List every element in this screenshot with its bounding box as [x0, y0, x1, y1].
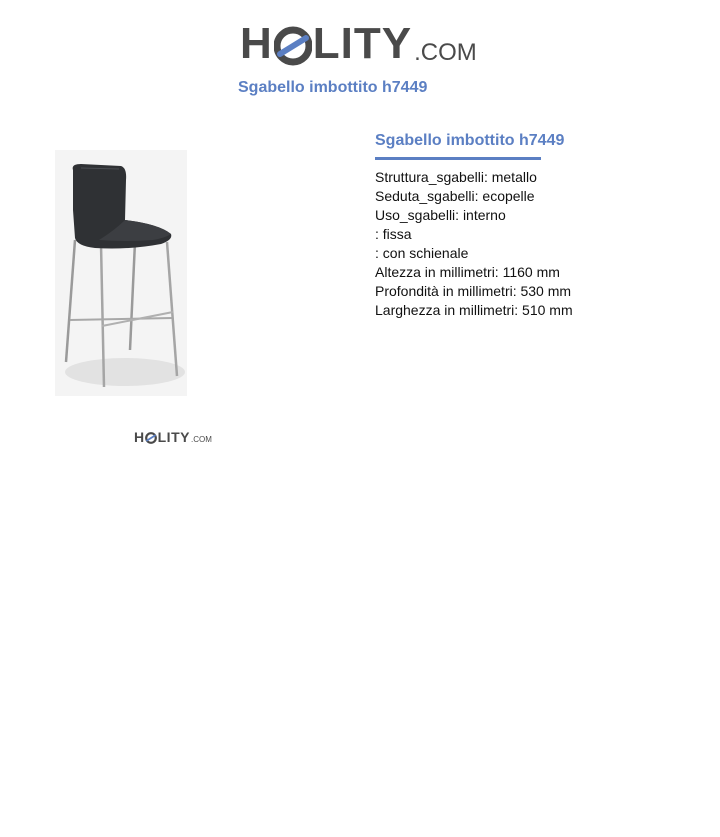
page-title: Sgabello imbottito h7449: [238, 79, 428, 96]
spec-item-backrest: : con schienale: [375, 245, 469, 261]
spec-item-height: Altezza in millimetri: 1160 mm: [375, 264, 560, 280]
spec-item-depth: Profondità in millimetri: 530 mm: [375, 283, 572, 299]
logo-suffix: .COM: [414, 39, 477, 66]
spec-item-structure: Struttura_sgabelli: metallo: [375, 169, 537, 185]
spec-item-use: Uso_sgabelli: interno: [375, 207, 506, 223]
logo-text-right: LITY: [312, 19, 413, 68]
small-logo-text-right: LITY: [157, 429, 190, 445]
bar-stool-image: [55, 150, 187, 396]
spec-item-fixed: : fissa: [375, 226, 412, 242]
small-logo-o-icon: [145, 431, 157, 445]
small-logo-text-left: H: [134, 429, 145, 445]
brand-logo-small[interactable]: [134, 429, 212, 445]
spec-list: [375, 168, 573, 320]
spec-item-width: Larghezza in millimetri: 510 mm: [375, 302, 573, 318]
spec-item-seat: Seduta_sgabelli: ecopelle: [375, 188, 535, 204]
small-logo-suffix: .COM: [190, 435, 212, 444]
logo-text-left: H: [240, 19, 273, 68]
brand-logo[interactable]: [240, 12, 477, 68]
title-underline: [375, 157, 541, 160]
logo-o-icon: [274, 24, 312, 68]
product-title: Sgabello imbottito h7449: [375, 132, 565, 149]
